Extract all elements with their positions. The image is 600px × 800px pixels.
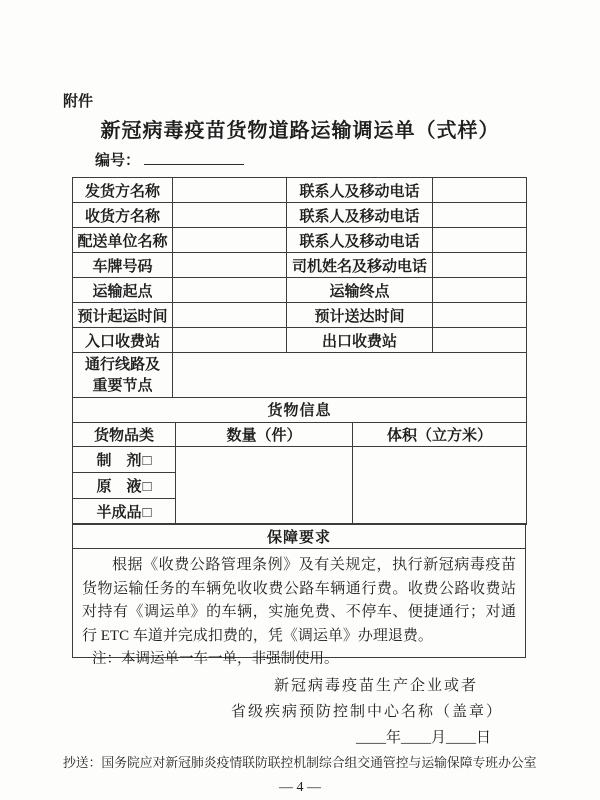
- issuer-line2-seal: 省级疾病预防控制中心名称（盖章）: [230, 704, 503, 720]
- field-label: 预计起运时间: [73, 303, 173, 328]
- field-label: 车牌号码: [73, 253, 173, 278]
- cargo-quantity-cell: [176, 446, 353, 524]
- field-value-cell: [173, 278, 287, 303]
- cargo-category-text: 半成品: [96, 503, 142, 521]
- field-label: 预计送达时间: [287, 303, 433, 328]
- serial-number-label: 编号：: [95, 152, 141, 169]
- field-label: 入口收费站: [73, 328, 173, 353]
- page-number: — 4 —: [279, 780, 321, 795]
- field-label: 司机姓名及移动电话: [287, 253, 433, 278]
- cargo-volume-cell: [353, 446, 527, 524]
- checkbox-icon: □: [142, 451, 152, 469]
- table-row: [73, 203, 527, 228]
- table-row: [73, 278, 527, 303]
- route-label-line1: 通行线路及: [84, 356, 160, 373]
- serial-number-blank: [144, 149, 244, 165]
- table-row: [73, 303, 527, 328]
- route-row: [73, 353, 527, 398]
- date-blank-line: ____年____月____日: [355, 730, 491, 746]
- cargo-category-label: [73, 446, 176, 472]
- info-table: [72, 177, 527, 398]
- field-value-cell: [433, 253, 527, 278]
- guarantee-body-row: [73, 549, 526, 658]
- table-row: [73, 328, 527, 353]
- field-value-cell: [173, 253, 287, 278]
- field-value-cell: [433, 178, 527, 203]
- field-label: 联系人及移动电话: [287, 203, 433, 228]
- cargo-columns-row: [73, 422, 527, 446]
- field-value-cell: [173, 178, 287, 203]
- page-title: 新冠病毒疫苗货物道路运输调运单（式样）: [100, 120, 500, 142]
- field-label: 联系人及移动电话: [287, 178, 433, 203]
- field-label: 发货方名称: [73, 178, 173, 203]
- cargo-category-label: [73, 498, 176, 524]
- usage-note: 注：本调运单一车一单，非强制使用。: [92, 651, 339, 667]
- attachment-label: 附件: [63, 93, 94, 110]
- route-label-line2: 重要节点: [92, 377, 153, 394]
- checkbox-icon: □: [142, 503, 152, 521]
- cargo-category-text: 制 剂: [96, 451, 142, 469]
- table-row: [73, 178, 527, 203]
- field-label: 联系人及移动电话: [287, 228, 433, 253]
- cargo-col-quantity: 数量（件）: [176, 422, 353, 446]
- field-value-cell: [433, 328, 527, 353]
- table-row: [73, 253, 527, 278]
- issuer-line1: 新冠病毒疫苗生产企业或者: [273, 678, 478, 694]
- field-value-cell: [173, 328, 287, 353]
- checkbox-icon: □: [142, 477, 152, 495]
- field-value-cell: [173, 228, 287, 253]
- field-value-cell: [433, 303, 527, 328]
- route-label: [73, 353, 173, 398]
- cargo-category-label: [73, 472, 176, 498]
- guarantee-section-title: 保障要求: [73, 524, 526, 549]
- cargo-category-text: 原 液: [96, 477, 142, 495]
- table-row: [73, 228, 527, 253]
- cc-line: 抄送：国务院应对新冠肺炎疫情联防联控机制综合组交通管控与运输保障专班办公室: [63, 756, 537, 770]
- field-label: 运输起点: [73, 278, 173, 303]
- cargo-table: [72, 397, 527, 525]
- cargo-row-preparation: [73, 446, 527, 472]
- guarantee-table: [72, 523, 526, 658]
- field-value-cell: [433, 278, 527, 303]
- cargo-col-volume: 体积（立方米）: [353, 422, 527, 446]
- field-value-cell: [433, 228, 527, 253]
- cargo-col-category: 货物品类: [73, 422, 176, 446]
- field-label: 收货方名称: [73, 203, 173, 228]
- field-value-cell: [173, 303, 287, 328]
- dispatch-form-table: [72, 177, 526, 658]
- field-label: 配送单位名称: [73, 228, 173, 253]
- field-value-cell: [173, 203, 287, 228]
- cargo-section-header-row: [73, 397, 527, 422]
- field-value-cell: [433, 203, 527, 228]
- guarantee-header-row: [73, 524, 526, 549]
- field-label: 出口收费站: [287, 328, 433, 353]
- route-value-cell: [173, 353, 527, 398]
- guarantee-body-text: 根据《收费公路管理条例》及有关规定，执行新冠病毒疫苗货物运输任务的车辆免收收费公路车辆通行费。收费公路收费站对持有《调运单》的车辆，实施免费、不停车、便捷通行；对通行 ETC 车道并完成扣费的，凭《调运单》办理退费。: [73, 549, 526, 658]
- serial-number-field: [95, 149, 244, 170]
- cargo-section-title: 货物信息: [73, 397, 527, 422]
- field-label: 运输终点: [287, 278, 433, 303]
